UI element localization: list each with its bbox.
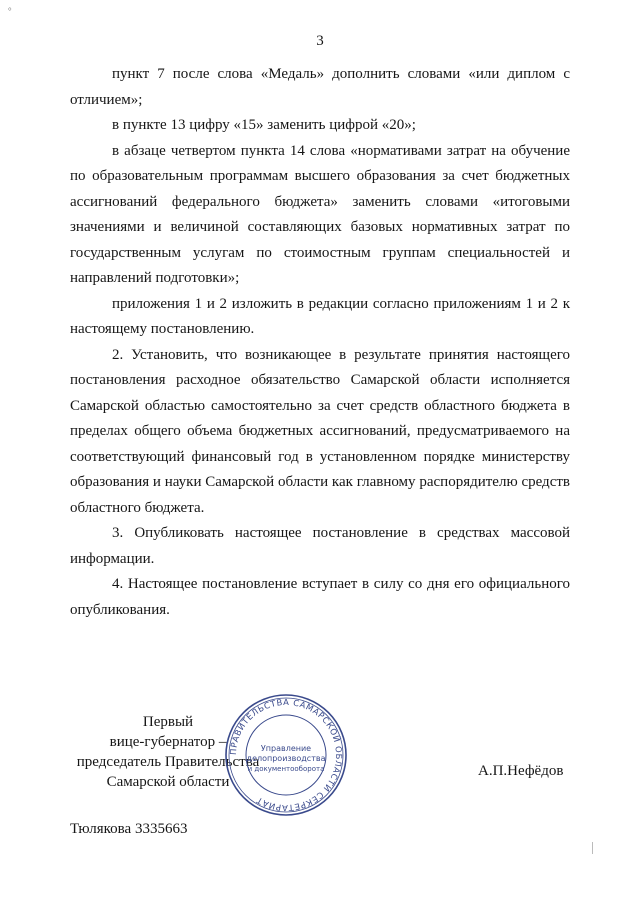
paragraph: 2. Установить, что возникающее в результате принятия настоящего постановления расходное обязательство Самарской области исполняется Самарской областью самостоятельно за счет средств областного бюджета в пределах общего объема бюджетных ассигнований, предусматриваемого на соответствующий финансовый год в установленном порядке министерству образования и науки Самарской области как главному распорядителю средств областного бюджета. <box>70 346 570 516</box>
seal-ring-text: ПРАВИТЕЛЬСТВА САМАРСКОЙ ОБЛАСТИ СЕКРЕТАРИАТ <box>227 696 345 814</box>
paragraph: 3. Опубликовать настоящее постановление в средствах массовой информации. <box>70 525 570 567</box>
document-body <box>70 62 570 623</box>
seal-center-line: Управление <box>260 744 312 753</box>
paragraph: в абзаце четвертом пункта 14 слова «нормативами затрат на обучение по образовательным программам высшего образования за счет бюджетных ассигнований федерального бюджета» заменить словами «итоговыми значениями и величиной составляющих базовых нормативных затрат по государственным услугам по стоимостным группам специальностей и направлений подготовки»; <box>70 142 570 286</box>
signatory-title-line: Первый <box>142 714 194 730</box>
seal-center-line: и документооборота <box>247 765 325 773</box>
paragraph: 4. Настоящее постановление вступает в силу со дня его официального опубликования. <box>70 576 570 618</box>
paragraph: пункт 7 после слова «Медаль» дополнить словами «или диплом с отличием»; <box>70 66 570 108</box>
official-seal <box>224 693 348 817</box>
signatory-title-line: председатель Правительства <box>76 754 260 770</box>
paragraph: приложения 1 и 2 изложить в редакции согласно приложениям 1 и 2 к настоящему постановлению. <box>70 295 570 337</box>
paragraph: в пункте 13 цифру «15» заменить цифрой «20»; <box>112 117 416 133</box>
signatory-name: А.П.Нефёдов <box>478 763 564 779</box>
signatory-title-line: вице-губернатор – <box>109 734 227 750</box>
page-number: 3 <box>316 33 324 49</box>
seal-center-line: делопроизводства <box>246 754 326 763</box>
corner-mark: ° <box>8 6 12 16</box>
executor-note: Тюлякова 3335663 <box>70 821 188 837</box>
signatory-title-line: Самарской области <box>106 774 230 790</box>
scan-mark <box>592 842 593 854</box>
